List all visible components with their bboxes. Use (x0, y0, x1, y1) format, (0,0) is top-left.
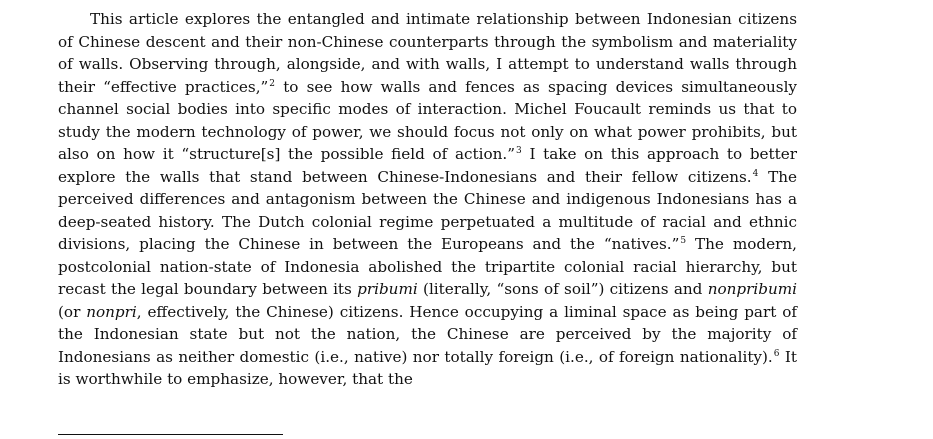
italic-term: nonpri (86, 302, 137, 321)
text-run: , effectively, the Chinese) citizens. Hence occupying a liminal space as being part of the Indonesian state but not the nation, the Chinese are perceived by the majority of Indonesians as neither domestic (i.e., native) nor totally foreign (i.e., of foreign nationality). (58, 302, 797, 366)
italic-term: nonpribumi (707, 280, 797, 298)
italic-term: pribumi (357, 280, 418, 298)
footnote-ref[interactable]: 6 (773, 348, 780, 359)
text-run: It is worthwhile to emphasize, however, that the (58, 347, 798, 388)
article-body (58, 8, 797, 391)
text-run: This article explores the entangled and intimate relationship between Indonesian citizens of Chinese descent and their non-Chinese counterparts through the symbolism and materiality of walls. Observing through, alongside, and with walls, I attempt to understand walls through their “effective practices,” (58, 10, 797, 96)
text-run: (literally, “sons of soil”) citizens and (417, 280, 708, 298)
text-run: The perceived differences and antagonism between the Chinese and indigenous Indonesians has a deep-seated history. The Dutch colonial regime perpetuated a multitude of racial and ethnic divisions, placing the Chinese in between the Europeans and the “natives.” (58, 167, 797, 253)
body-paragraph (58, 8, 797, 391)
footnote-ref[interactable]: 5 (680, 236, 687, 246)
text-run: (or (58, 302, 87, 321)
text-run: The modern, postcolonial nation-state of Indonesia abolished the tripartite colonial racial hierarchy, but recast the legal boundary between its (58, 235, 797, 298)
footnote-ref[interactable]: 4 (752, 168, 759, 179)
text-run: to see how walls and fences as spacing devices simultaneously channel social bodies into specific modes of interaction. Michel Foucault reminds us that to study the modern technology of power, we should focus not only on what power prohibits, but also on how it “structure[s] the possible field of action.” (58, 77, 798, 163)
footnote-ref[interactable]: 2 (269, 78, 276, 89)
footnote-ref[interactable]: 3 (516, 146, 522, 156)
text-run: I take on this approach to better explore the walls that stand between Chinese-Indonesians and their fellow citizens. (58, 145, 797, 186)
footnote-separator (58, 434, 283, 435)
